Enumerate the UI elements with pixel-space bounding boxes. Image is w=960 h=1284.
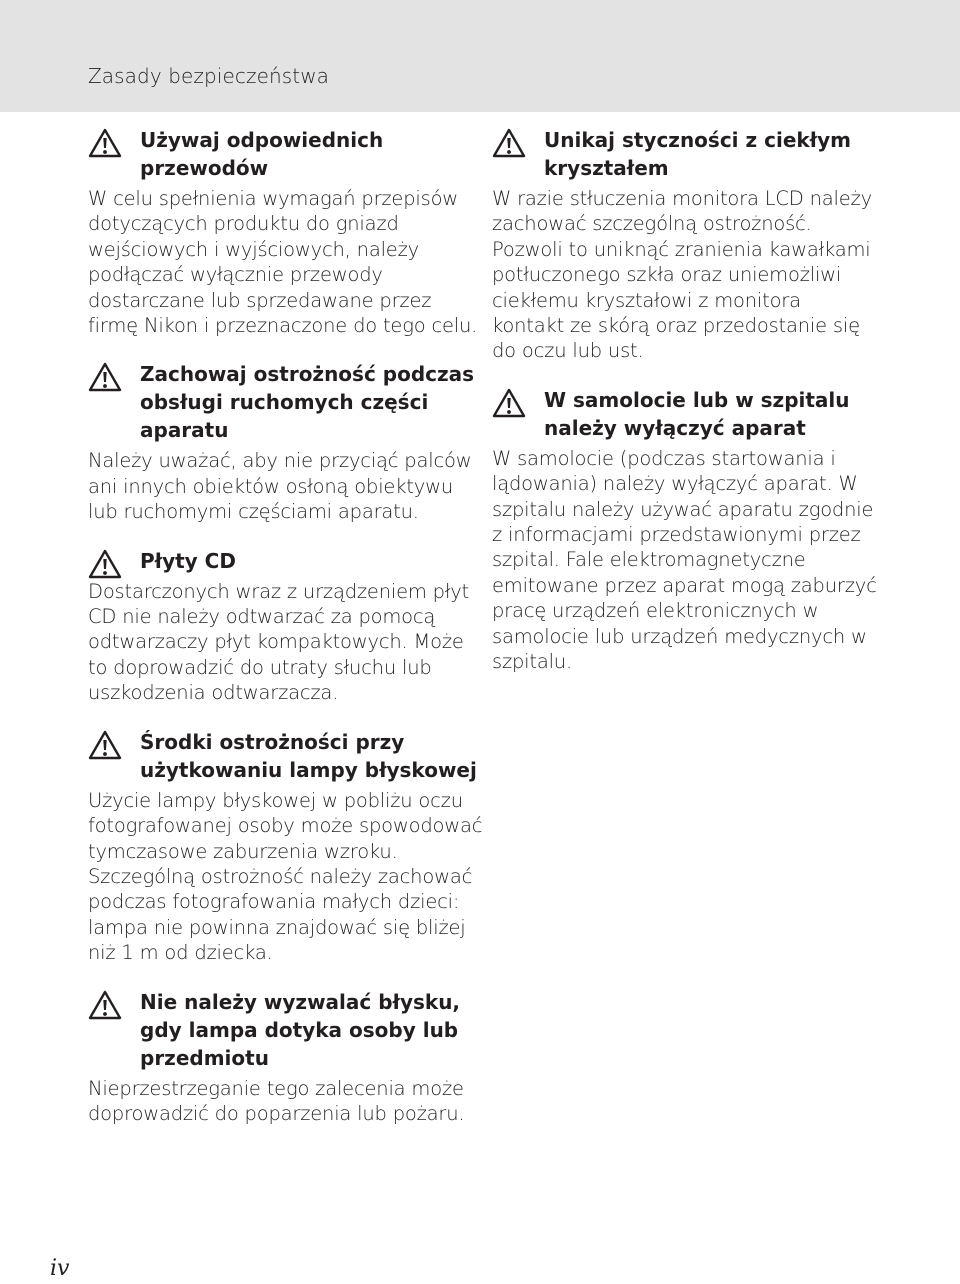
section-flash-precautions bbox=[88, 728, 483, 966]
section-body: W celu spełnienia wymagań przepisów dotyczących produktu do gniazd wejściowych i wyjściowych, należy podłączać wyłącznie przewody dostarczane lub sprzedawane przez firmę Nikon i przeznaczone do tego celu. bbox=[88, 187, 478, 338]
section-body: Dostarczonych wraz z urządzeniem płyt CD nie należy odtwarzać za pomocą odtwarzaczy płyt kompaktowych. Może to doprowadzić do utraty słuchu lub uszkodzenia odtwarzacza. bbox=[88, 579, 469, 705]
page-number: iv bbox=[50, 1256, 70, 1281]
warning-triangle-icon bbox=[88, 549, 122, 579]
header-band bbox=[0, 0, 960, 112]
warning-triangle-icon bbox=[88, 128, 122, 158]
warning-triangle-icon bbox=[88, 362, 122, 392]
section-title: Środki ostrożności przy użytkowaniu lampy błyskowej bbox=[140, 729, 477, 782]
section-body: Użycie lampy błyskowej w pobliżu oczu fotografowanej osoby może spowodować tymczasowe zaburzenia wzroku. Szczególną ostrożność należy zachować podczas fotografowania małych dzieci: lampa nie powinna znajdować się bliżej niż 1 m od dziecka. bbox=[88, 788, 483, 965]
section-body: Należy uważać, aby nie przyciąć palców ani innych obiektów osłoną obiektywu lub ruchomymi częściami aparatu. bbox=[88, 449, 472, 524]
warning-triangle-icon bbox=[88, 730, 122, 760]
section-cds bbox=[88, 547, 483, 706]
warning-triangle-icon bbox=[88, 990, 122, 1020]
section-title: Unikaj styczności z ciekłym kryształem bbox=[544, 128, 851, 180]
section-moving-parts bbox=[88, 360, 483, 524]
warning-triangle-icon bbox=[492, 128, 526, 158]
section-body: W razie stłuczenia monitora LCD należy zachować szczególną ostrożność. Pozwoli to uniknąć zranienia kawałkami potłuczonego szkła oraz uniemożliwi ciekłemu kryształowi z monitora kontakt ze skórą oraz przedostanie się do oczu lub ust. bbox=[492, 187, 872, 363]
section-title: Zachowaj ostrożność podczas obsługi ruchomych części aparatu bbox=[140, 362, 475, 443]
section-body: Nieprzestrzeganie tego zalecenia może doprowadzić do poparzenia lub pożaru. bbox=[88, 1076, 465, 1125]
section-body: W samolocie (podczas startowania i lądowania) należy wyłączyć aparat. W szpitalu należy używać aparatu zgodnie z informacjami przedstawionymi przez szpital. Fale elektromagnetyczne emitowane przez aparat mogą zaburzyć pracę urządzeń elektronicznych w samolocie lub urządzeń medycznych w szpitalu. bbox=[492, 446, 877, 674]
right-column bbox=[492, 126, 877, 675]
section-title: Płyty CD bbox=[140, 548, 236, 573]
page-header-title: Zasady bezpieczeństwa bbox=[88, 64, 330, 88]
section-liquid-crystal bbox=[492, 126, 877, 364]
section-cables bbox=[88, 126, 483, 338]
section-airplane-hospital bbox=[492, 386, 877, 675]
warning-triangle-icon bbox=[492, 388, 526, 418]
section-title: W samolocie lub w szpitalu należy wyłączyć aparat bbox=[544, 387, 850, 440]
section-title: Nie należy wyzwalać błysku, gdy lampa dotyka osoby lub przedmiotu bbox=[140, 989, 461, 1070]
section-title: Używaj odpowiednich przewodów bbox=[140, 128, 384, 180]
section-flash-contact bbox=[88, 988, 483, 1127]
left-column bbox=[88, 126, 483, 1126]
